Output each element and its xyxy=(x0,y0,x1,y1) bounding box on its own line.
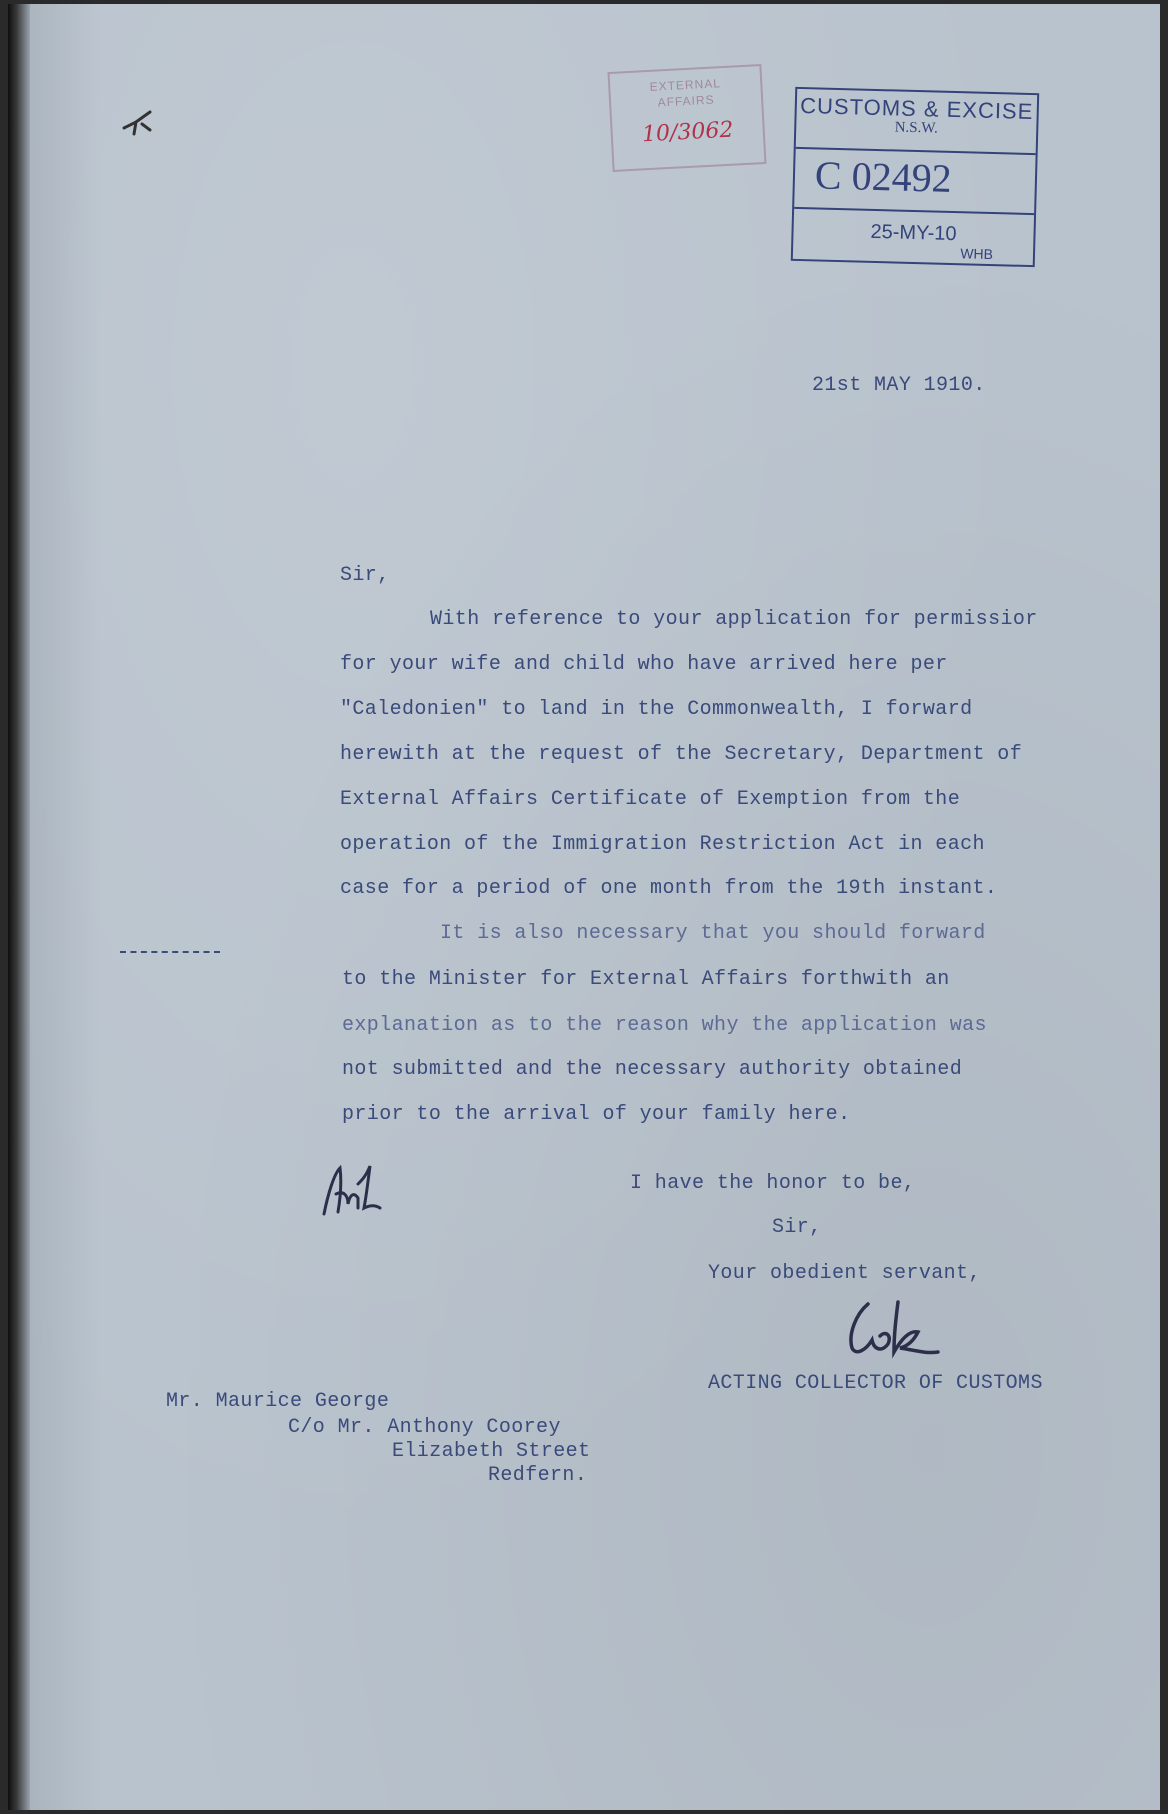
stamp-divider xyxy=(794,207,1034,215)
addressee-suburb: Redfern. xyxy=(488,1464,588,1487)
body-line: "Caledonien" to land in the Commonwealth, I forward xyxy=(340,698,973,721)
body-line: operation of the Immigration Restriction Act in each xyxy=(340,833,985,856)
body-line: to the Minister for External Affairs forthwith an xyxy=(342,968,950,991)
page-torn-edge xyxy=(8,4,30,1810)
body-line: explanation as to the reason why the application was xyxy=(342,1014,987,1037)
closing-line-2: Sir, xyxy=(772,1216,822,1239)
body-line: not submitted and the necessary authority obtained xyxy=(342,1058,963,1081)
addressee-street: Elizabeth Street xyxy=(392,1440,591,1463)
salutation: Sir, xyxy=(340,564,390,587)
closing-line-3: Your obedient servant, xyxy=(708,1262,981,1285)
handwritten-initials-icon xyxy=(318,1154,388,1224)
body-line: It is also necessary that you should forward xyxy=(440,922,986,945)
ext-stamp-line1: EXTERNAL xyxy=(649,76,722,94)
body-line: External Affairs Certificate of Exemption from the xyxy=(340,788,961,811)
body-line: case for a period of one month from the 19th instant. xyxy=(340,877,998,900)
customs-stamp-date: 25-MY-10 xyxy=(870,220,957,246)
customs-stamp xyxy=(791,87,1039,267)
ext-stamp-line2: AFFAIRS xyxy=(657,92,715,110)
body-line: herewith at the request of the Secretary, Department of xyxy=(340,743,1023,766)
addressee-care-of: C/o Mr. Anthony Coorey xyxy=(288,1416,561,1439)
customs-stamp-initials: WHB xyxy=(960,245,994,263)
letter-date: 21st MAY 1910. xyxy=(812,374,986,397)
body-line: prior to the arrival of your family here. xyxy=(342,1103,851,1126)
customs-stamp-region: N.S.W. xyxy=(894,119,939,137)
body-line: for your wife and child who have arrived here per xyxy=(340,653,948,676)
body-line: With reference to your application for permissior xyxy=(430,608,1038,631)
closing-line-1: I have the honor to be, xyxy=(630,1172,916,1195)
ext-stamp-handwritten-ref: 10/3062 xyxy=(641,117,735,148)
customs-stamp-number: C 02492 xyxy=(814,152,953,201)
external-affairs-stamp xyxy=(607,64,766,172)
customs-stamp-header: CUSTOMS & EXCISE xyxy=(799,92,1034,125)
margin-dashes xyxy=(120,951,220,953)
signature-icon xyxy=(838,1294,958,1364)
pencil-mark-icon xyxy=(120,104,160,144)
addressee-name: Mr. Maurice George xyxy=(166,1390,390,1413)
page-fold-shadow xyxy=(30,4,100,1810)
signatory-title: ACTING COLLECTOR OF CUSTOMS xyxy=(708,1372,1043,1395)
document-page xyxy=(8,4,1160,1810)
